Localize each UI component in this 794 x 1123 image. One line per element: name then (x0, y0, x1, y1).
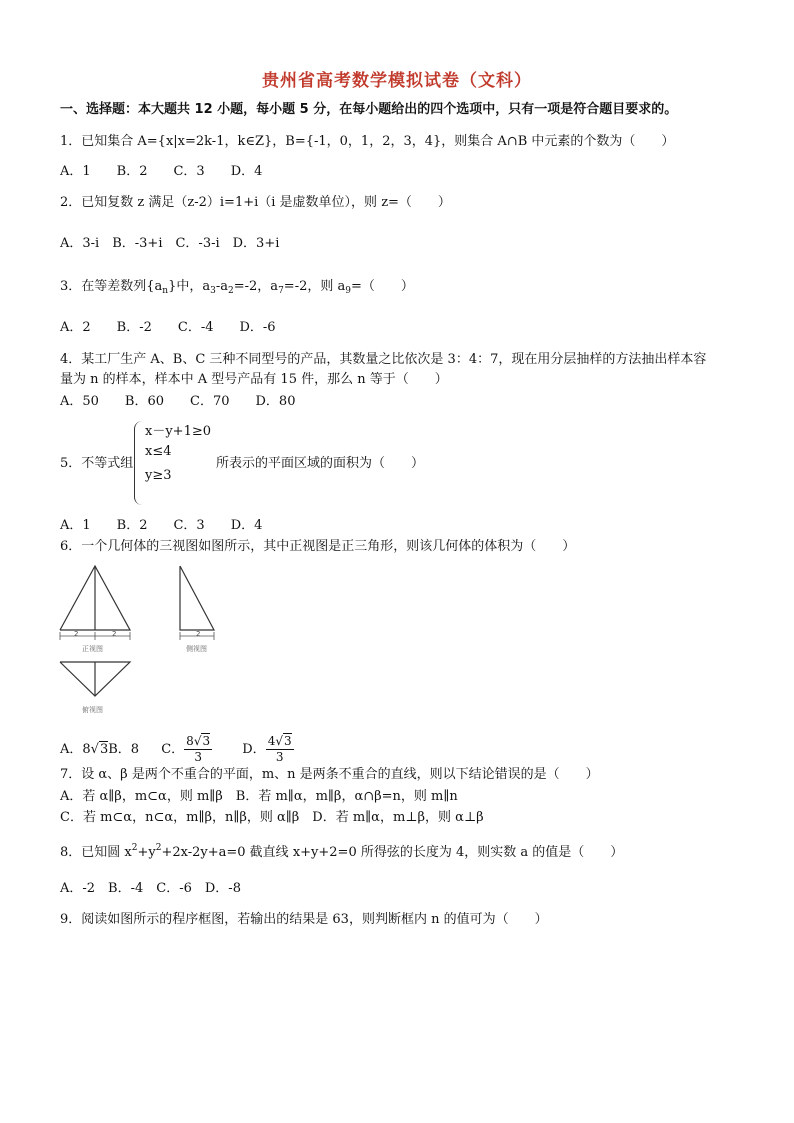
q4-options: A．50 B．60 C．70 D．80 (60, 394, 296, 409)
q8-text: 8．已知圆 x (60, 845, 132, 860)
q6-option-a-label: A． (60, 742, 83, 757)
q8-stem (60, 840, 623, 861)
q8-text: +y (137, 845, 156, 860)
q6-option-d-label: D． (242, 742, 266, 757)
q9-stem: 9．阅读如图所示的程序框图，若输出的结果是 63，则判断框内 n 的值可为（ ） (60, 912, 548, 927)
q6-option-d-denominator: 3 (275, 750, 284, 764)
q4-stem-line2: 量为 n 的样本，样本中 A 型号产品有 15 件，那么 n 等于（ ） (60, 372, 448, 387)
q6-option-c-label: C． (161, 742, 185, 757)
front-view-triangle (60, 566, 130, 630)
q3-text: -a (215, 279, 229, 294)
q8-exponent: 2 (155, 843, 162, 853)
q3-text: =-2，则 a (283, 279, 346, 294)
q6-option-a: A．8√3 (60, 742, 109, 757)
q6-option-a-radicand: 3 (99, 742, 109, 757)
q6-option-d-radicand: 3 (283, 734, 292, 748)
q3-text: =-2，a (233, 279, 279, 294)
page-title: 贵州省高考数学模拟试卷（文科） (262, 71, 532, 91)
q3-text: 3．在等差数列{a (60, 279, 163, 294)
three-view-figure (56, 562, 226, 722)
q4-stem-line1: 4．某工厂生产 A、B、C 三种不同型号的产品，其数量之比依次是 3：4：7，现在用分层抽样的方法抽出样本容 (60, 352, 707, 367)
q6-option-c (161, 734, 212, 765)
side-dim: 2 (196, 630, 201, 638)
front-view-label: 正视图 (82, 645, 103, 653)
q6-option-c-fraction: $\frac{8√3}{3}$ (186, 734, 211, 764)
q6-options (60, 734, 294, 765)
q6-option-c-radicand: 3 (202, 734, 211, 748)
q3-sub-3: 3 (210, 286, 216, 296)
q8-options: A．-2 B．-4 C．-6 D．-8 (60, 881, 241, 896)
front-dim-left: 2 (74, 630, 79, 638)
q6-stem: 6．一个几何体的三视图如图所示，其中正视图是正三角形，则该几何体的体积为（ ） (60, 539, 576, 554)
q6-option-d-fraction: $\frac{4√3}{3}$ (267, 734, 292, 764)
q2-options: A．3-i B．-3+i C．-3-i D．3+i (60, 236, 280, 251)
q3-sub-9: 9 (345, 286, 351, 296)
side-view-triangle (180, 566, 214, 630)
q6-option-c-coef: 8 (186, 734, 194, 748)
q6-option-c-denominator: 3 (194, 750, 202, 764)
q7-stem: 7．设 α、β 是两个不重合的平面，m、n 是两条不重合的直线，则以下结论错误的是（ ） (60, 767, 599, 782)
section-heading: 一、选择题：本大题共 12 小题，每小题 5 分，在每小题给出的四个选项中，只有一项是符合题目要求的。 (60, 102, 678, 117)
top-view-label: 俯视图 (82, 706, 103, 714)
q1-stem: 1．已知集合 A={x|x=2k-1，k∈Z}，B={-1，0，1，2，3，4}，则集合 A∩B 中元素的个数为（ ） (60, 134, 675, 149)
front-dim-right: 2 (112, 630, 117, 638)
q3-stem (60, 279, 414, 299)
q6-option-d-coef: 4 (267, 734, 276, 748)
q3-text: }中，a (168, 279, 211, 294)
q3-sub-n: n (162, 286, 169, 296)
top-view-triangle (60, 662, 130, 696)
q7-options-cd: C．若 m⊂α，n⊂α，m∥β，n∥β，则 α∥β D．若 m∥α，m⊥β，则 α⊥β (60, 810, 484, 825)
q3-sub-2: 2 (228, 286, 234, 296)
q5-inequality-1: x－y+1≥0 (145, 424, 212, 439)
q2-stem: 2．已知复数 z 满足（z-2）i=1+i（i 是虚数单位），则 z=（ ） (60, 195, 451, 210)
q3-sub-7: 7 (278, 286, 284, 296)
q5-tail: 所表示的平面区域的面积为（ ） (216, 456, 425, 471)
side-view-label: 侧视图 (186, 645, 207, 653)
q3-text: =（ ） (350, 279, 414, 294)
q5-lead: 5．不等式组 (60, 456, 134, 471)
q8-text: +2x-2y+a=0 截直线 x+y+2=0 所得弦的长度为 4，则实数 a 的值是（ ） (161, 845, 624, 860)
q8-exponent: 2 (131, 843, 138, 853)
q5-inequality-3: y≥3 (145, 468, 172, 483)
q5-brace (134, 421, 143, 505)
q6-option-a-coef: 8 (82, 742, 91, 757)
q6-option-d (242, 734, 293, 765)
q5-options: A．1 B．2 C．3 D．4 (60, 518, 263, 533)
q6-option-b: B．8 (108, 742, 140, 757)
q3-options: A．2 B．-2 C．-4 D．-6 (60, 320, 276, 335)
q7-options-ab: A．若 α∥β，m⊂α，则 m∥β B．若 m∥α，m∥β，α∩β=n，则 m∥n (60, 789, 458, 804)
q1-options: A．1 B．2 C．3 D．4 (60, 164, 263, 179)
front-dimension-line (60, 632, 130, 640)
q5-inequality-2: x≤4 (145, 444, 172, 459)
